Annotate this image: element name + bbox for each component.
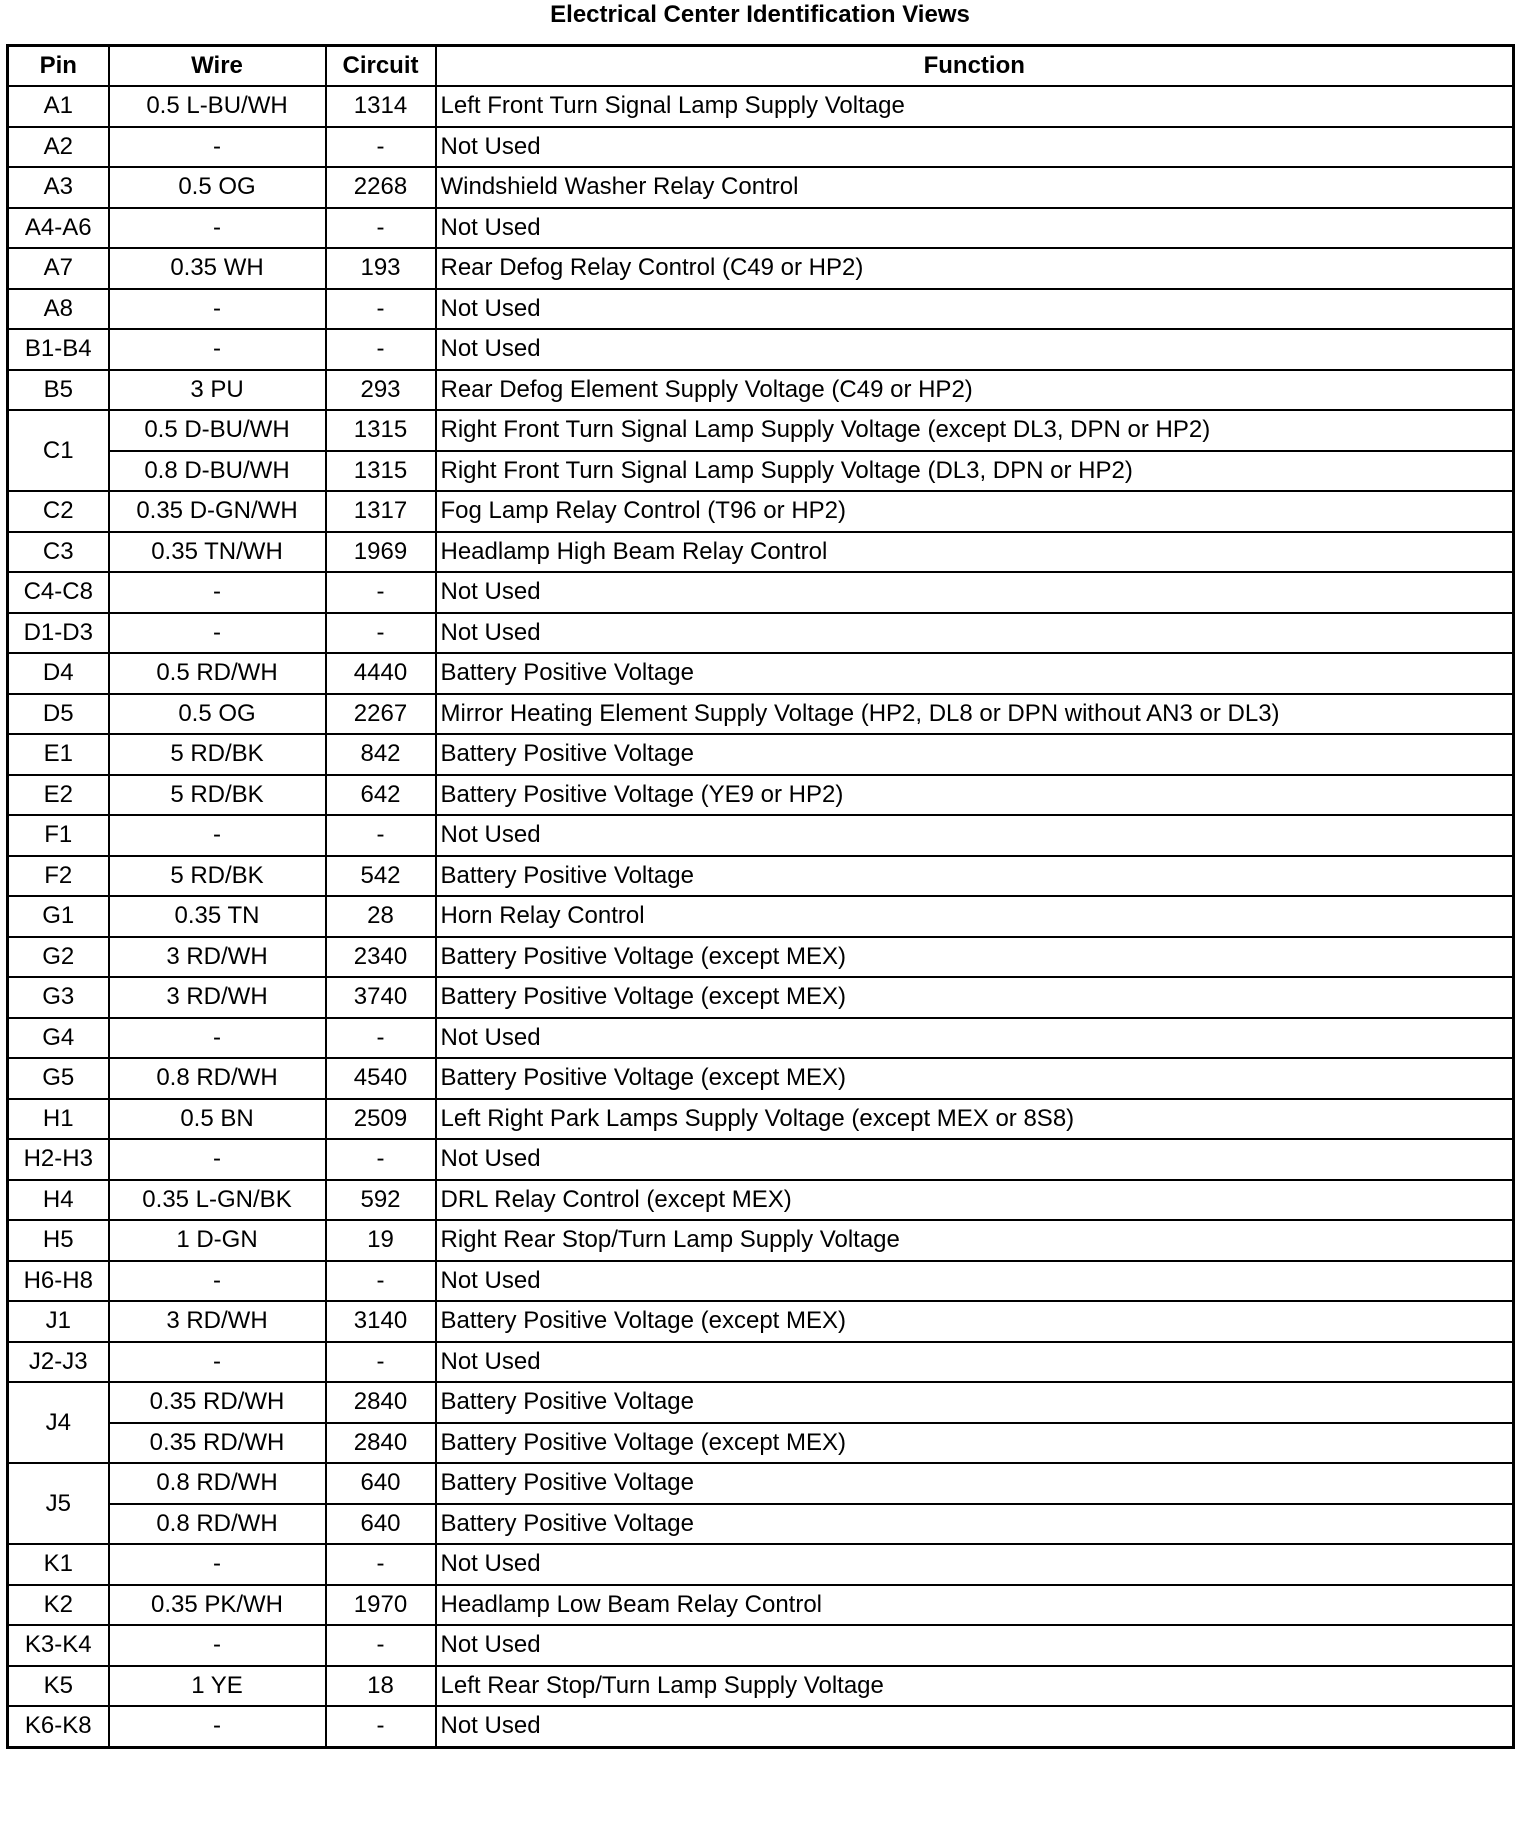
- table-row: [8, 410, 1514, 451]
- pin-cell: D4: [8, 653, 109, 694]
- wire-cell: -: [109, 572, 326, 613]
- wire-cell: 3 RD/WH: [109, 1301, 326, 1342]
- function-cell: Headlamp High Beam Relay Control: [436, 532, 1514, 573]
- pin-cell: E2: [8, 775, 109, 816]
- pin-cell: A4-A6: [8, 208, 109, 249]
- table-row: [8, 856, 1514, 897]
- circuit-cell: 18: [326, 1666, 436, 1707]
- table-row: [8, 1544, 1514, 1585]
- function-cell: Battery Positive Voltage (except MEX): [436, 1058, 1514, 1099]
- pin-cell: A1: [8, 86, 109, 127]
- circuit-cell: 193: [326, 248, 436, 289]
- function-cell: Not Used: [436, 1342, 1514, 1383]
- table-row: [8, 248, 1514, 289]
- table-row: [8, 86, 1514, 127]
- table-row: [8, 1220, 1514, 1261]
- function-cell: Horn Relay Control: [436, 896, 1514, 937]
- circuit-cell: 2268: [326, 167, 436, 208]
- circuit-cell: -: [326, 1261, 436, 1302]
- table-row: [8, 775, 1514, 816]
- wire-cell: 3 RD/WH: [109, 937, 326, 978]
- pin-cell: D5: [8, 694, 109, 735]
- pin-cell: K3-K4: [8, 1625, 109, 1666]
- wire-cell: 0.35 TN: [109, 896, 326, 937]
- circuit-cell: 4440: [326, 653, 436, 694]
- wire-cell: -: [109, 1139, 326, 1180]
- pin-cell: H5: [8, 1220, 109, 1261]
- wire-cell: 0.8 RD/WH: [109, 1058, 326, 1099]
- circuit-cell: -: [326, 329, 436, 370]
- pin-cell: G4: [8, 1018, 109, 1059]
- function-cell: Not Used: [436, 1625, 1514, 1666]
- pin-cell: C1: [8, 410, 109, 491]
- table-row: [8, 532, 1514, 573]
- function-cell: Battery Positive Voltage (except MEX): [436, 937, 1514, 978]
- table-row: [8, 613, 1514, 654]
- function-cell: Battery Positive Voltage: [436, 856, 1514, 897]
- circuit-cell: -: [326, 1625, 436, 1666]
- function-cell: Battery Positive Voltage (except MEX): [436, 977, 1514, 1018]
- wire-cell: 0.8 RD/WH: [109, 1504, 326, 1545]
- function-cell: Battery Positive Voltage: [436, 734, 1514, 775]
- pin-cell: K2: [8, 1585, 109, 1626]
- table-row: [8, 127, 1514, 168]
- table-row: [8, 1058, 1514, 1099]
- circuit-cell: 2840: [326, 1382, 436, 1423]
- table-row: [8, 329, 1514, 370]
- wire-cell: 0.35 RD/WH: [109, 1423, 326, 1464]
- wire-cell: 0.5 OG: [109, 167, 326, 208]
- pin-cell: F1: [8, 815, 109, 856]
- table-row: [8, 977, 1514, 1018]
- circuit-cell: 2340: [326, 937, 436, 978]
- pin-cell: B5: [8, 370, 109, 411]
- wire-cell: 0.5 D-BU/WH: [109, 410, 326, 451]
- wire-cell: 3 RD/WH: [109, 977, 326, 1018]
- function-cell: Not Used: [436, 1261, 1514, 1302]
- function-cell: Not Used: [436, 1544, 1514, 1585]
- circuit-cell: -: [326, 613, 436, 654]
- table-row: [8, 1099, 1514, 1140]
- circuit-cell: 542: [326, 856, 436, 897]
- table-row: [8, 167, 1514, 208]
- wire-cell: 0.35 L-GN/BK: [109, 1180, 326, 1221]
- pin-cell: C3: [8, 532, 109, 573]
- wire-cell: -: [109, 1342, 326, 1383]
- table-row: [8, 1625, 1514, 1666]
- function-cell: Not Used: [436, 208, 1514, 249]
- pin-cell: H6-H8: [8, 1261, 109, 1302]
- function-cell: Left Rear Stop/Turn Lamp Supply Voltage: [436, 1666, 1514, 1707]
- pin-cell: G2: [8, 937, 109, 978]
- wire-cell: -: [109, 613, 326, 654]
- circuit-cell: 642: [326, 775, 436, 816]
- table-row: [8, 451, 1514, 492]
- circuit-cell: -: [326, 1018, 436, 1059]
- wire-cell: -: [109, 208, 326, 249]
- circuit-cell: 2840: [326, 1423, 436, 1464]
- table-header-row: [8, 46, 1514, 87]
- wire-cell: 0.5 OG: [109, 694, 326, 735]
- function-cell: Mirror Heating Element Supply Voltage (HP2, DL8 or DPN without AN3 or DL3): [436, 694, 1514, 735]
- table-row: [8, 1342, 1514, 1383]
- pin-cell: J4: [8, 1382, 109, 1463]
- function-cell: Right Front Turn Signal Lamp Supply Voltage (DL3, DPN or HP2): [436, 451, 1514, 492]
- function-cell: Battery Positive Voltage: [436, 653, 1514, 694]
- wire-cell: 0.8 RD/WH: [109, 1463, 326, 1504]
- table-row: [8, 1504, 1514, 1545]
- circuit-cell: -: [326, 289, 436, 330]
- circuit-cell: -: [326, 208, 436, 249]
- function-cell: Not Used: [436, 329, 1514, 370]
- pin-cell: F2: [8, 856, 109, 897]
- header-wire: Wire: [109, 46, 326, 87]
- wire-cell: 3 PU: [109, 370, 326, 411]
- wire-cell: 0.8 D-BU/WH: [109, 451, 326, 492]
- circuit-cell: -: [326, 1139, 436, 1180]
- wire-cell: 5 RD/BK: [109, 734, 326, 775]
- circuit-cell: -: [326, 1342, 436, 1383]
- table-row: [8, 1585, 1514, 1626]
- function-cell: Battery Positive Voltage: [436, 1463, 1514, 1504]
- wire-cell: -: [109, 1018, 326, 1059]
- function-cell: Not Used: [436, 815, 1514, 856]
- circuit-cell: 19: [326, 1220, 436, 1261]
- pin-cell: D1-D3: [8, 613, 109, 654]
- table-row: [8, 653, 1514, 694]
- circuit-cell: -: [326, 127, 436, 168]
- function-cell: Headlamp Low Beam Relay Control: [436, 1585, 1514, 1626]
- pin-cell: G3: [8, 977, 109, 1018]
- table-row: [8, 1706, 1514, 1747]
- pin-cell: K5: [8, 1666, 109, 1707]
- circuit-cell: -: [326, 815, 436, 856]
- pin-cell: C4-C8: [8, 572, 109, 613]
- pin-cell: G5: [8, 1058, 109, 1099]
- circuit-cell: 842: [326, 734, 436, 775]
- wire-cell: 0.5 BN: [109, 1099, 326, 1140]
- pin-cell: A3: [8, 167, 109, 208]
- function-cell: Not Used: [436, 1706, 1514, 1747]
- function-cell: Rear Defog Relay Control (C49 or HP2): [436, 248, 1514, 289]
- pin-cell: J1: [8, 1301, 109, 1342]
- table-row: [8, 1666, 1514, 1707]
- function-cell: Left Front Turn Signal Lamp Supply Voltage: [436, 86, 1514, 127]
- pin-cell: J5: [8, 1463, 109, 1544]
- wire-cell: -: [109, 289, 326, 330]
- wire-cell: 0.35 RD/WH: [109, 1382, 326, 1423]
- circuit-cell: 3140: [326, 1301, 436, 1342]
- table-row: [8, 694, 1514, 735]
- wire-cell: 0.5 L-BU/WH: [109, 86, 326, 127]
- table-row: [8, 208, 1514, 249]
- circuit-cell: 28: [326, 896, 436, 937]
- function-cell: Not Used: [436, 1018, 1514, 1059]
- header-pin: Pin: [8, 46, 109, 87]
- pin-cell: K6-K8: [8, 1706, 109, 1747]
- function-cell: Not Used: [436, 572, 1514, 613]
- wire-cell: -: [109, 815, 326, 856]
- table-row: [8, 734, 1514, 775]
- table-row: [8, 491, 1514, 532]
- circuit-cell: 640: [326, 1504, 436, 1545]
- table-row: [8, 572, 1514, 613]
- wire-cell: -: [109, 1706, 326, 1747]
- function-cell: Battery Positive Voltage: [436, 1382, 1514, 1423]
- pin-table: [6, 44, 1515, 1749]
- wire-cell: -: [109, 329, 326, 370]
- wire-cell: 0.35 TN/WH: [109, 532, 326, 573]
- wire-cell: -: [109, 1625, 326, 1666]
- wire-cell: 5 RD/BK: [109, 775, 326, 816]
- circuit-cell: 2509: [326, 1099, 436, 1140]
- wire-cell: -: [109, 127, 326, 168]
- pin-cell: E1: [8, 734, 109, 775]
- page-title: Electrical Center Identification Views: [550, 1, 970, 28]
- table-row: [8, 1139, 1514, 1180]
- wire-cell: 5 RD/BK: [109, 856, 326, 897]
- circuit-cell: 1970: [326, 1585, 436, 1626]
- table-row: [8, 1463, 1514, 1504]
- function-cell: Right Front Turn Signal Lamp Supply Voltage (except DL3, DPN or HP2): [436, 410, 1514, 451]
- function-cell: Battery Positive Voltage: [436, 1504, 1514, 1545]
- table-row: [8, 1423, 1514, 1464]
- wire-cell: 1 YE: [109, 1666, 326, 1707]
- wire-cell: -: [109, 1544, 326, 1585]
- function-cell: Not Used: [436, 289, 1514, 330]
- circuit-cell: 3740: [326, 977, 436, 1018]
- pin-cell: J2-J3: [8, 1342, 109, 1383]
- table-row: [8, 1382, 1514, 1423]
- wire-cell: 0.35 WH: [109, 248, 326, 289]
- circuit-cell: -: [326, 572, 436, 613]
- circuit-cell: 2267: [326, 694, 436, 735]
- circuit-cell: 1317: [326, 491, 436, 532]
- table-row: [8, 1018, 1514, 1059]
- function-cell: Left Right Park Lamps Supply Voltage (except MEX or 8S8): [436, 1099, 1514, 1140]
- wire-cell: 0.35 PK/WH: [109, 1585, 326, 1626]
- circuit-cell: 1315: [326, 410, 436, 451]
- function-cell: Not Used: [436, 127, 1514, 168]
- function-cell: Battery Positive Voltage (except MEX): [436, 1301, 1514, 1342]
- table-row: [8, 1301, 1514, 1342]
- function-cell: Not Used: [436, 1139, 1514, 1180]
- wire-cell: 0.5 RD/WH: [109, 653, 326, 694]
- wire-cell: 1 D-GN: [109, 1220, 326, 1261]
- circuit-cell: 1315: [326, 451, 436, 492]
- pin-cell: H1: [8, 1099, 109, 1140]
- circuit-cell: 1969: [326, 532, 436, 573]
- function-cell: Right Rear Stop/Turn Lamp Supply Voltage: [436, 1220, 1514, 1261]
- table-row: [8, 1261, 1514, 1302]
- function-cell: Not Used: [436, 613, 1514, 654]
- pin-cell: A8: [8, 289, 109, 330]
- function-cell: Rear Defog Element Supply Voltage (C49 or HP2): [436, 370, 1514, 411]
- table-row: [8, 815, 1514, 856]
- circuit-cell: 4540: [326, 1058, 436, 1099]
- wire-cell: 0.35 D-GN/WH: [109, 491, 326, 532]
- circuit-cell: -: [326, 1706, 436, 1747]
- pin-cell: K1: [8, 1544, 109, 1585]
- header-function: Function: [436, 46, 1514, 87]
- table-row: [8, 1180, 1514, 1221]
- function-cell: Windshield Washer Relay Control: [436, 167, 1514, 208]
- header-circuit: Circuit: [326, 46, 436, 87]
- function-cell: Battery Positive Voltage (except MEX): [436, 1423, 1514, 1464]
- pin-cell: G1: [8, 896, 109, 937]
- circuit-cell: 293: [326, 370, 436, 411]
- pin-cell: B1-B4: [8, 329, 109, 370]
- circuit-cell: 640: [326, 1463, 436, 1504]
- pin-cell: H2-H3: [8, 1139, 109, 1180]
- function-cell: DRL Relay Control (except MEX): [436, 1180, 1514, 1221]
- table-body: [8, 86, 1514, 1747]
- pin-cell: C2: [8, 491, 109, 532]
- table-row: [8, 937, 1514, 978]
- circuit-cell: 1314: [326, 86, 436, 127]
- wire-cell: -: [109, 1261, 326, 1302]
- pin-cell: A2: [8, 127, 109, 168]
- circuit-cell: -: [326, 1544, 436, 1585]
- table-row: [8, 370, 1514, 411]
- pin-cell: A7: [8, 248, 109, 289]
- function-cell: Fog Lamp Relay Control (T96 or HP2): [436, 491, 1514, 532]
- table-row: [8, 289, 1514, 330]
- pin-cell: H4: [8, 1180, 109, 1221]
- circuit-cell: 592: [326, 1180, 436, 1221]
- table-row: [8, 896, 1514, 937]
- function-cell: Battery Positive Voltage (YE9 or HP2): [436, 775, 1514, 816]
